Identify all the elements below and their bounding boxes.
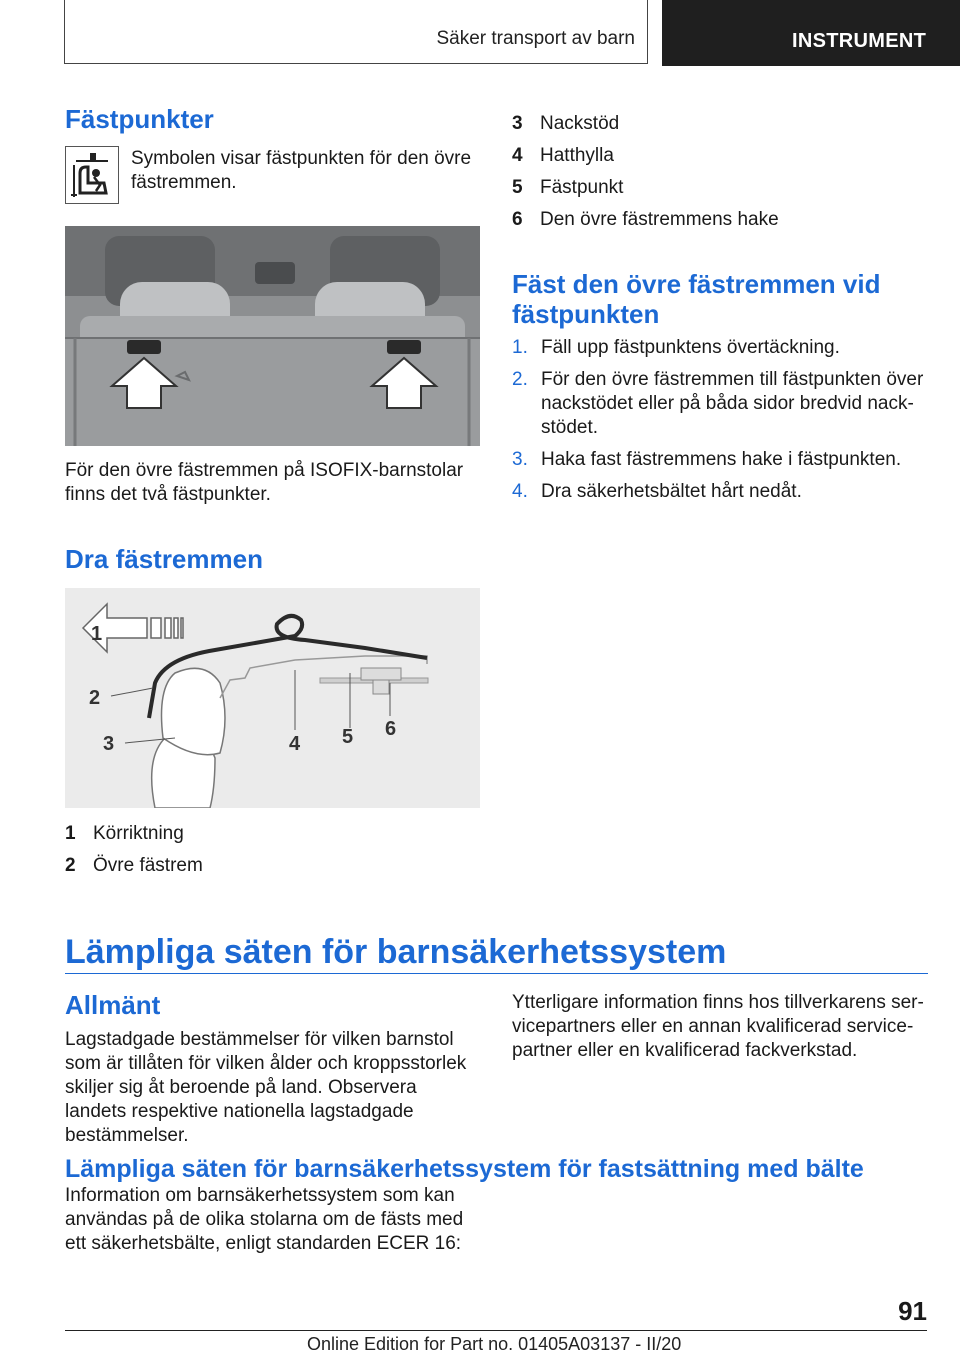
- diagram-label-4: 4: [289, 733, 301, 755]
- section-title: Lämpliga säten för barnsäkerhetssystem: [65, 933, 727, 971]
- anchor-points-photo: [65, 226, 480, 446]
- header-chapter-tab[interactable]: [662, 0, 960, 66]
- belt-text: Information om barnsäkerhetssystem som kan användas på de olika stolarna om de fästs med ett säkerhetsbälte, enligt standarden ECER 16:: [65, 1185, 464, 1254]
- header-chapter-label: INSTRUMENT: [792, 30, 927, 52]
- legend-item: 3 Nackstöd: [512, 113, 620, 134]
- step-item: 2. För den övre fästremmen till fästpunkten över nackstödet eller på båda sidor bredvid nack-stödet.: [512, 369, 924, 438]
- legend-item: 4 Hatthylla: [512, 145, 614, 166]
- photo-caption: För den övre fästremmen på ISOFIX-barnstolar finns det två fästpunkter.: [65, 460, 464, 505]
- page-number: 91: [898, 1296, 927, 1326]
- legend-item: 1 Körriktning: [65, 823, 184, 844]
- info-text: Ytterligare information finns hos tillverkarens ser-vicepartners eller en annan kvalificerad service-partner eller en kvalificerad fackverkstad.: [512, 992, 924, 1061]
- left-legend: [65, 818, 475, 882]
- diagram-label-3: 3: [103, 733, 115, 755]
- fast-heading: Fäst den övre fästremmen vid fästpunkten: [512, 269, 881, 329]
- step-item: 4. Dra säkerhetsbältet hårt nedåt.: [512, 481, 802, 502]
- symbol-description: Symbolen visar fästpunkten för den övre fästremmen.: [131, 148, 472, 193]
- step-item: 1. Fäll upp fästpunktens övertäckning.: [512, 337, 840, 358]
- tether-strap-diagram: [65, 588, 480, 808]
- diagram-label-1: 1: [91, 623, 103, 645]
- footer-edition: Online Edition for Part no. 01405A03137 - II/20: [307, 1334, 682, 1354]
- steps-list: [512, 336, 932, 504]
- allmant-text: Lagstadgade bestämmelser för vilken barnstol som är tillåten för vilken ålder och kroppsstorlek skiljer sig åt beroende på land. Observera landets respektive nationella lagstadgade bestämmelser.: [65, 1029, 467, 1146]
- fastpunkter-heading: Fästpunkter: [65, 104, 214, 134]
- header-section-title: Säker transport av barn: [436, 28, 635, 49]
- diagram-label-2: 2: [89, 687, 101, 709]
- diagram-label-6: 6: [385, 718, 397, 740]
- legend-item: 2 Övre fästrem: [65, 855, 203, 876]
- step-item: 3. Haka fast fästremmens hake i fästpunkten.: [512, 449, 902, 470]
- legend-item: 5 Fästpunkt: [512, 177, 624, 198]
- legend-item: 6 Den övre fästremmens hake: [512, 209, 779, 230]
- right-legend: [512, 108, 932, 236]
- dra-heading: Dra fästremmen: [65, 544, 263, 574]
- allmant-heading: Allmänt: [65, 990, 161, 1020]
- belt-heading: Lämpliga säten för barnsäkerhetssystem för fastsättning med bälte: [65, 1155, 864, 1183]
- section-title-rule: [65, 973, 928, 974]
- footer-rule: [65, 1330, 927, 1331]
- child-seat-anchor-icon: [65, 146, 119, 204]
- diagram-label-5: 5: [342, 726, 354, 748]
